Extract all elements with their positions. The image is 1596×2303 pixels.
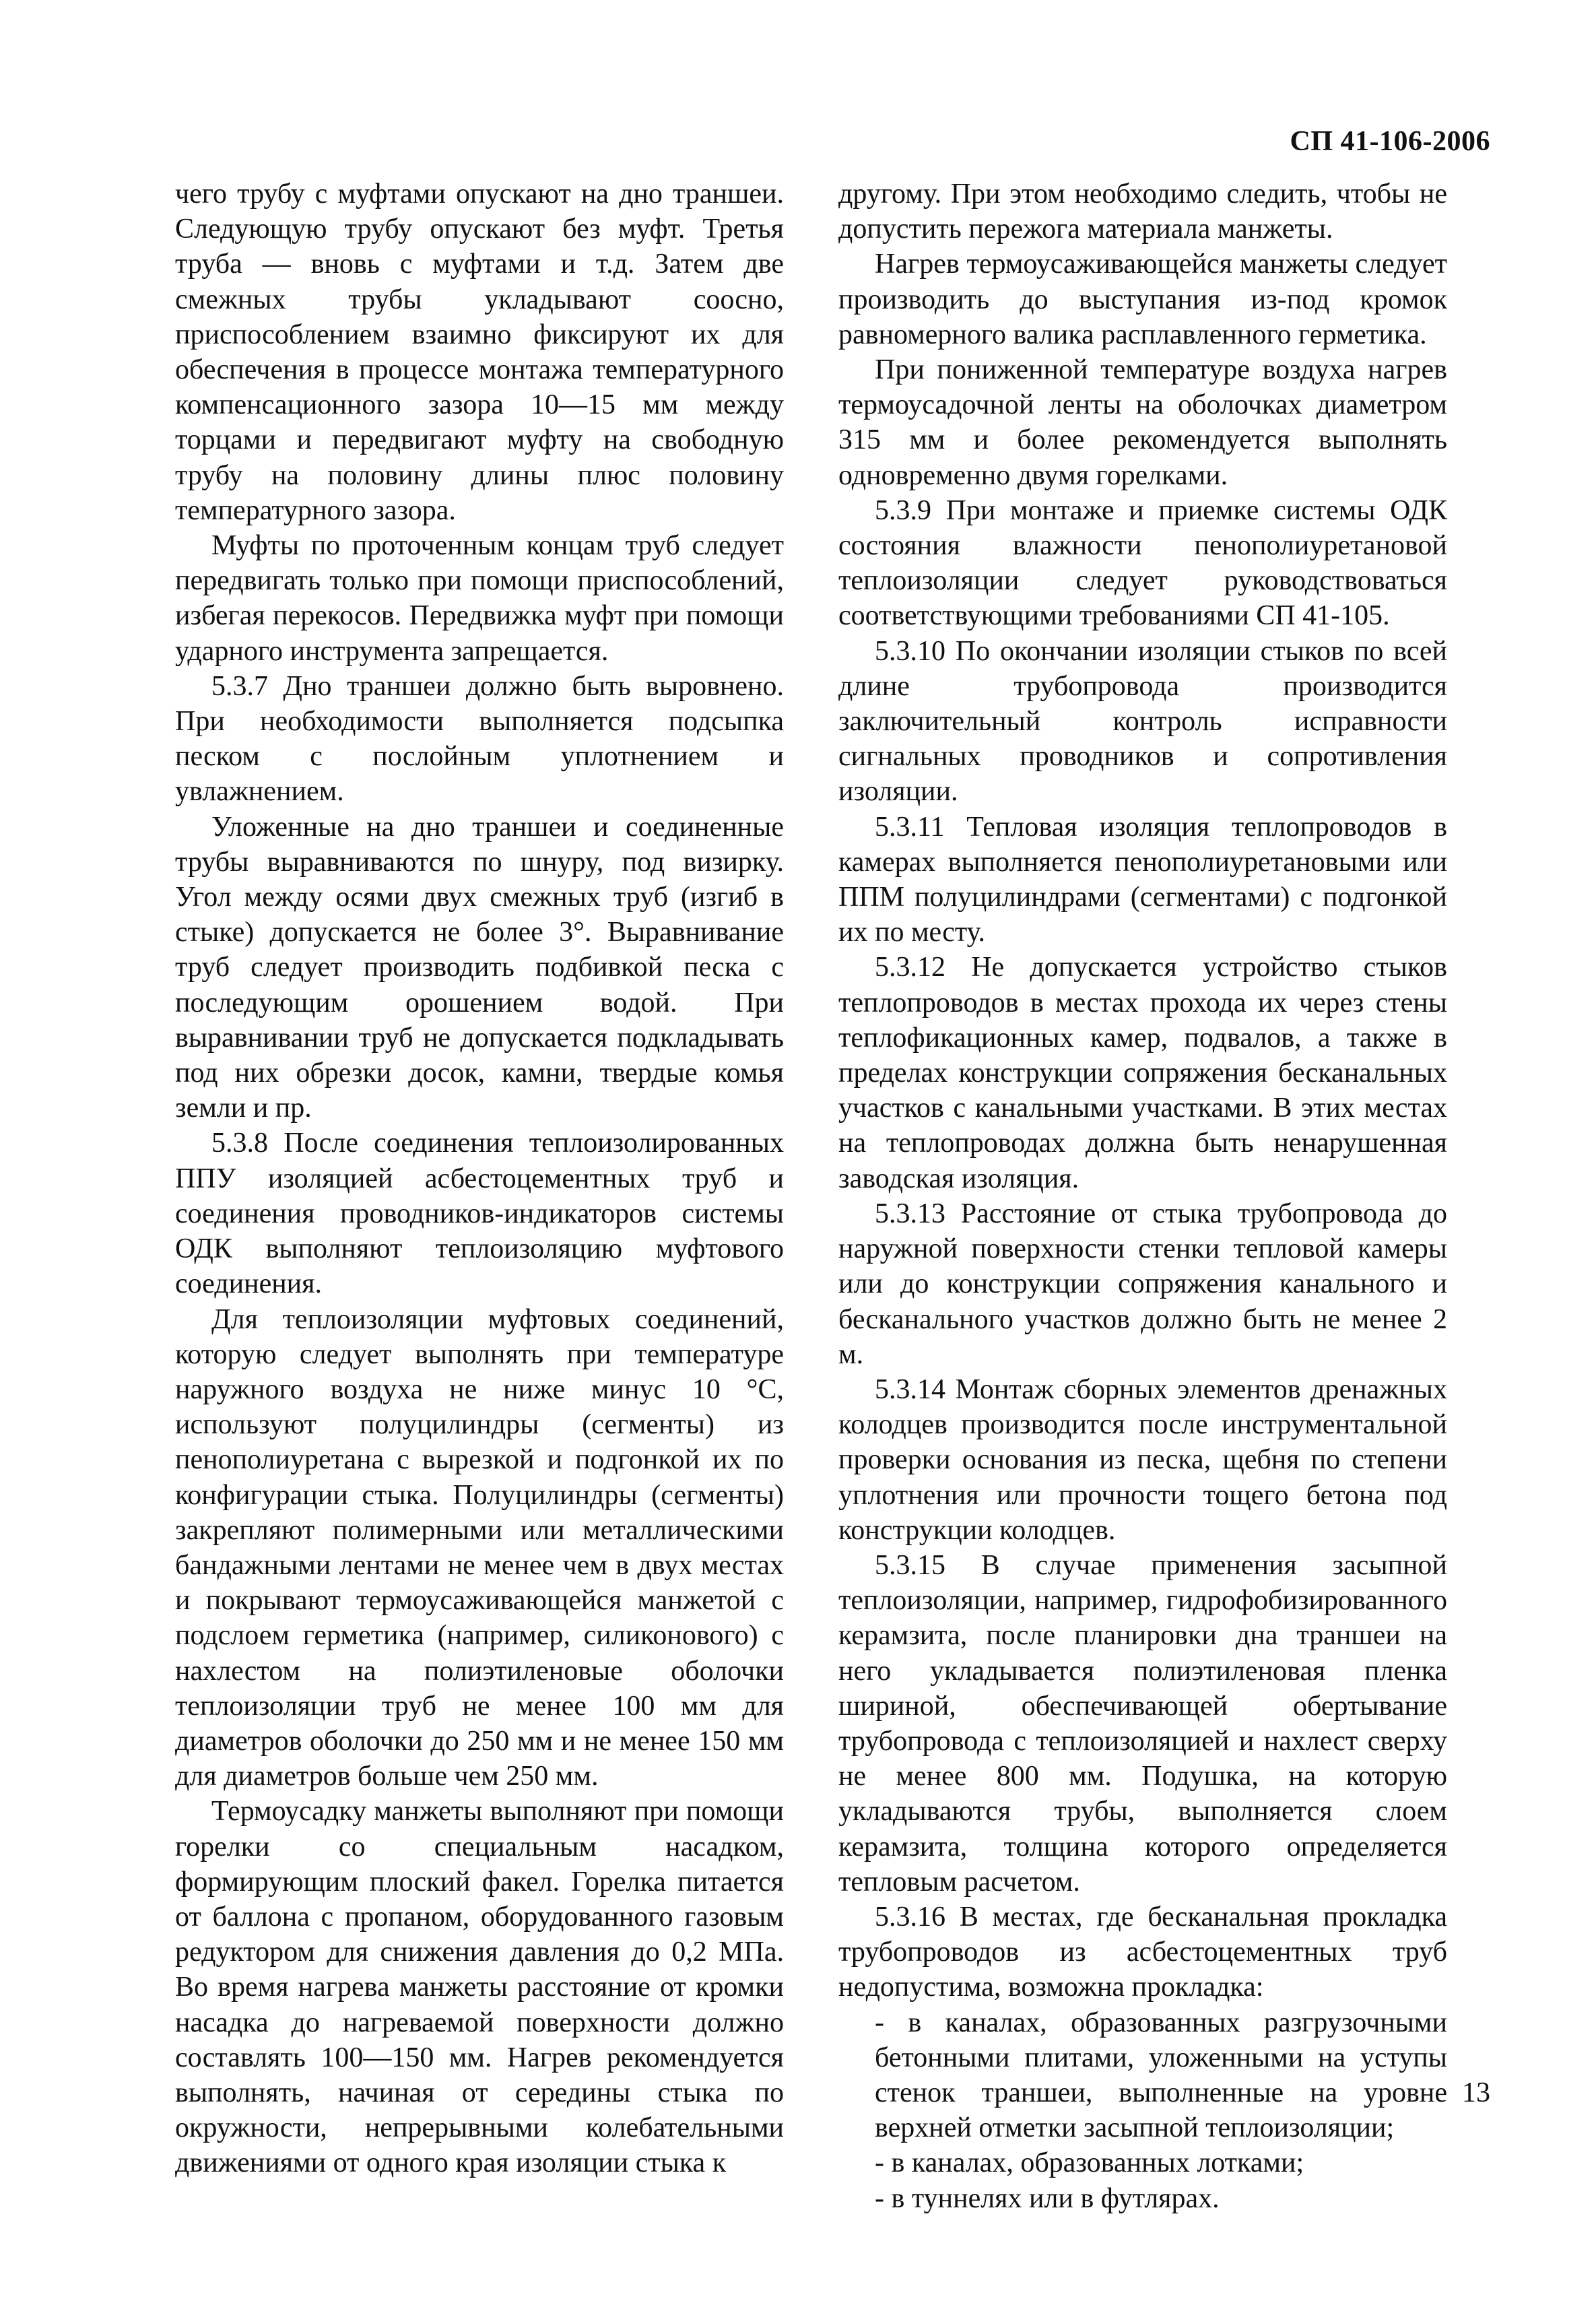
left-column [175,176,784,2181]
paragraph: Уложенные на дно траншеи и соединенные трубы выравниваются по шнуру, под визирку. Угол между осями двух смежных труб (изгиб в стыке) допускается не более 3°. Выравнивание труб следует производить подбивкой песка с последующим орошением водой. При выравнивании труб не допускается подкладывать под них обрезки досок, камни, твердые комья земли и пр. [175,811,784,1124]
laying-options-list [838,2005,1447,2216]
paragraph-5-3-14: 5.3.14 Монтаж сборных элементов дренажных колодцев производится после инструментальной проверки основания из песка, щебня по степени уплотнения или прочности тощего бетона под конструкции колодцев. [838,1373,1447,1546]
paragraph-5-3-7: 5.3.7 Дно траншеи должно быть выровнено. При необходимости выполняется подсыпка песком с послойным уплотнением и увлажнением. [175,670,784,808]
list-item: - в каналах, образованных лотками; [875,2147,1304,2179]
paragraph: Муфты по проточенным концам труб следует передвигать только при помощи приспособлений, избегая перекосов. Передвижка муфт при помощи ударного инструмента запрещается. [175,530,784,667]
paragraph-5-3-10: 5.3.10 По окончании изоляции стыков по всей длине трубопровода производится заключительный контроль исправности сигнальных проводников и сопротивления изоляции. [838,635,1447,808]
list-item: - в туннелях или в футлярах. [875,2182,1220,2214]
page-number: 13 [1462,2077,1490,2108]
paragraph-5-3-16: 5.3.16 В местах, где бесканальная прокладка трубопроводов из асбестоцементных труб недопустима, возможна прокладка: [838,1901,1447,2003]
document-code: СП 41-106-2006 [1290,126,1490,157]
paragraph-5-3-8: 5.3.8 После соединения теплоизолированных ППУ изоляцией асбестоцементных труб и соединения проводников-индикаторов системы ОДК выполняют теплоизоляцию муфтового соединения. [175,1128,784,1300]
right-column [838,176,1447,2216]
paragraph-continued: другому. При этом необходимо следить, чтобы не допустить пережога материала манжеты. [838,179,1447,245]
paragraph-5-3-13: 5.3.13 Расстояние от стыка трубопровода до наружной поверхности стенки тепловой камеры или до конструкции сопряжения канального и бесканального участков должно быть не менее 2 м. [838,1198,1447,1370]
paragraph-5-3-12: 5.3.12 Не допускается устройство стыков теплопроводов в местах прохода их через стены теплофикационных камер, подвалов, а также в пределах конструкции сопряжения бесканальных участков с канальными участками. В этих местах на теплопроводах должна быть ненарушенная заводская изоляция. [838,952,1447,1194]
paragraph: Термоусадку манжеты выполняют при помощи горелки со специальным насадком, формирующим плоский факел. Горелка питается от баллона с пропаном, оборудованного газовым редуктором для снижения давления до 0,2 МПа. Во время нагрева манжеты расстояние от кромки насадка до нагреваемой поверхности должно составлять 100—150 мм. Нагрев рекомендуется выполнять, начиная от середины стыка по окружности, непрерывными колебательными движениями от одного края изоляции стыка к [175,1796,784,2179]
list-item: - в каналах, образованных разгрузочными бетонными плитами, уложенными на уступы стенок траншеи, выполненные на уровне верхней отметки засыпной теплоизоляции; [875,2007,1447,2144]
paragraph: При пониженной температуре воздуха нагрев термоусадочной ленты на оболочках диаметром 315 мм и более рекомендуется выполнять одновременно двумя горелками. [838,354,1447,491]
paragraph: Нагрев термоусаживающейся манжеты следует производить до выступания из-под кромок равномерного валика расплавленного герметика. [838,249,1447,350]
paragraph-continued: чего трубу с муфтами опускают на дно траншеи. Следующую трубу опускают без муфт. Третья труба — вновь с муфтами и т.д. Затем две смежных трубы укладывают соосно, приспособлением взаимно фиксируют их для обеспечения в процессе монтажа температурного компенсационного зазора 10—15 мм между торцами и передвигают муфту на свободную трубу на половину длины плюс половину температурного зазора. [175,179,784,526]
paragraph-5-3-15: 5.3.15 В случае применения засыпной теплоизоляции, например, гидрофобизированного керамзита, после планировки дна траншеи на него укладывается полиэтиленовая пленка шириной, обеспечивающей обертывание трубопровода с теплоизоляцией и нахлест сверху не менее 800 мм. Подушка, на которую укладываются трубы, выполняется слоем керамзита, толщина которого определяется тепловым расчетом. [838,1549,1447,1897]
paragraph-5-3-9: 5.3.9 При монтаже и приемке системы ОДК состояния влажности пенополиуретановой теплоизоляции следует руководствоваться соответствующими требованиями СП 41-105. [838,494,1447,632]
paragraph: Для теплоизоляции муфтовых соединений, которую следует выполнять при температуре наружного воздуха не ниже минус 10 °С, используют полуцилиндры (сегменты) из пенополиуретана с вырезкой и подгонкой их по конфигурации стыка. Полуцилиндры (сегменты) закрепляют полимерными или металлическими бандажными лентами не менее чем в двух местах и покрывают термоусаживающейся манжетой с подслоем герметика (например, силиконового) с нахлестом на полиэтиленовые оболочки теплоизоляции труб не менее 100 мм для диаметров оболочки до 250 мм и не менее 150 мм для диаметров больше чем 250 мм. [175,1303,784,1792]
paragraph-5-3-11: 5.3.11 Тепловая изоляция теплопроводов в камерах выполняется пенополиуретановыми или ППМ полуцилиндрами (сегментами) с подгонкой их по месту. [838,811,1447,948]
